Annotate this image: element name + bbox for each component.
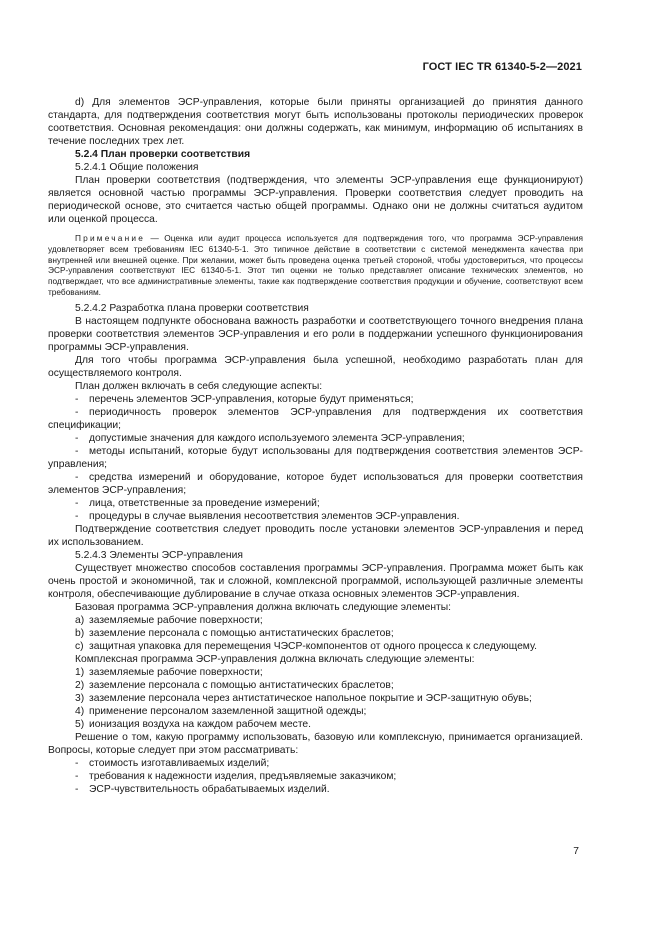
basic-elements-list [48,614,583,653]
heading-5-2-4-3: 5.2.4.3 Элементы ЭСР-управления [75,549,243,561]
list-item: - периодичность проверок элементов ЭСР-управления для подтверждения их соответствия спецификации; [48,406,583,431]
paragraph-d: d) Для элементов ЭСР-управления, которые были приняты организацией до принятия данного стандарта, для подтверждения соответствия могут быть использованы протоколы периодических проверок соответствия. Основная рекомендация: они должны содержать, как минимум, информацию об испытаниях в течение последних трех лет. [48,97,583,147]
list-item: b) заземление персонала с помощью антистатических браслетов; [75,627,394,639]
list-item: - лица, ответственные за проведение измерений; [75,497,320,509]
note [48,233,583,298]
paragraph-5-2-4-3-d: Решение о том, какую программу использовать, базовую или комплексную, принимается организацией. Вопросы, которые следует при этом рассматривать: [48,731,583,756]
paragraph-5-2-4-3-a: Существует множество способов составления программы ЭСР-управления. Программа может быть как очень простой и экономичной, так и сложной, комплексной программой, использующей различные элементы контроля, обеспечивающие дублирование в случае отказа основных элементов ЭСР-управления. [48,562,583,600]
paragraph-5-2-4-2-d: Подтверждение соответствия следует проводить после установки элементов ЭСР-управления и перед их использованием. [48,523,583,548]
heading-5-2-4-2: 5.2.4.2 Разработка плана проверки соответствия [75,302,309,314]
considerations-list [48,757,583,796]
list-item: 1) заземляемые рабочие поверхности; [75,666,263,678]
paragraph-5-2-4-3-b: Базовая программа ЭСР-управления должна включать следующие элементы: [75,601,452,613]
list-item: - перечень элементов ЭСР-управления, которые будут применяться; [75,393,414,405]
list-item: - методы испытаний, которые будут использованы для подтверждения соответствия элементов ЭСР-управления; [48,445,583,470]
heading-5-2-4: 5.2.4 План проверки соответствия [75,149,251,160]
heading-5-2-4-1: 5.2.4.1 Общие положения [75,162,199,173]
paragraph-5-2-4-2-b: Для того чтобы программа ЭСР-управления была успешной, необходимо разработать план для осуществляемого контроля. [48,354,583,379]
list-item: 3) заземление персонала через антистатическое напольное покрытие и ЭСР-защитную обувь; [75,692,532,704]
complex-elements-list [48,666,583,731]
paragraph-5-2-4-2-a: В настоящем подпункте обоснована важность разработки и соответствующего точного внедрения плана проверки соответствия элементов ЭСР-управления и его роли в поддержании успешного функционирования программы ЭСР-управления. [48,315,583,353]
page-number: 7 [573,846,579,857]
list-item: 5) ионизация воздуха на каждом рабочем месте. [75,718,312,730]
paragraph-5-2-4-1: План проверки соответствия (подтверждения, что элементы ЭСР-управления еще функционируют) является основной частью программы ЭСР-управления. Проверки соответствия следует проводить на периодической основе, это считается частью общей программы. Однако они не должны считаться аудитом или оценкой процесса. [48,175,583,225]
note-label: Примечание [75,233,146,243]
list-item: - стоимость изготавливаемых изделий; [75,757,270,769]
aspects-list [48,393,583,523]
paragraph-5-2-4-2-c: План должен включать в себя следующие аспекты: [75,380,323,392]
list-item: - ЭСР-чувствительность обрабатываемых изделий. [75,783,330,795]
list-item: - допустимые значения для каждого используемого элемента ЭСР-управления; [75,432,465,444]
list-item: - процедуры в случае выявления несоответствия элементов ЭСР-управления. [75,510,460,522]
document-header: ГОСТ IEC TR 61340-5-2—2021 [422,61,582,73]
list-item: a) заземляемые рабочие поверхности; [75,614,263,626]
list-item: - средства измерений и оборудование, которое будет использоваться для проверки соответствия элементов ЭСР-управления; [48,471,583,496]
list-item: - требования к надежности изделия, предъявляемые заказчиком; [75,770,397,782]
list-item: 4) применение персоналом заземленной защитной одежды; [75,705,367,717]
list-item: 2) заземление персонала с помощью антистатических браслетов; [75,679,394,691]
note-text: — Оценка или аудит процесса используется для подтверждения того, что программа ЭСР-управления удовлетворяет всем требованиям IEC 61340-5-1. Это типичное действие в соответствии с системой менеджмента качества при внутренней или внешней оценке. При желании, может быть проведена оценка третьей стороной, чтобы удостовериться, что процессы ЭСР-управления соответствуют IEC 61340-5-1. Этот тип оценки не только представляет описание технических элементов, но подтверждает, что все административные элементы, такие как подтверждение соответствия продукции и обучение, соответствуют всем требованиям. [48,233,583,297]
list-item: c) защитная упаковка для перемещения ЧЭСР-компонентов от одного процесса к следующему. [75,640,537,652]
paragraph-5-2-4-3-c: Комплексная программа ЭСР-управления должна включать следующие элементы: [75,653,475,665]
page-content [48,96,583,796]
